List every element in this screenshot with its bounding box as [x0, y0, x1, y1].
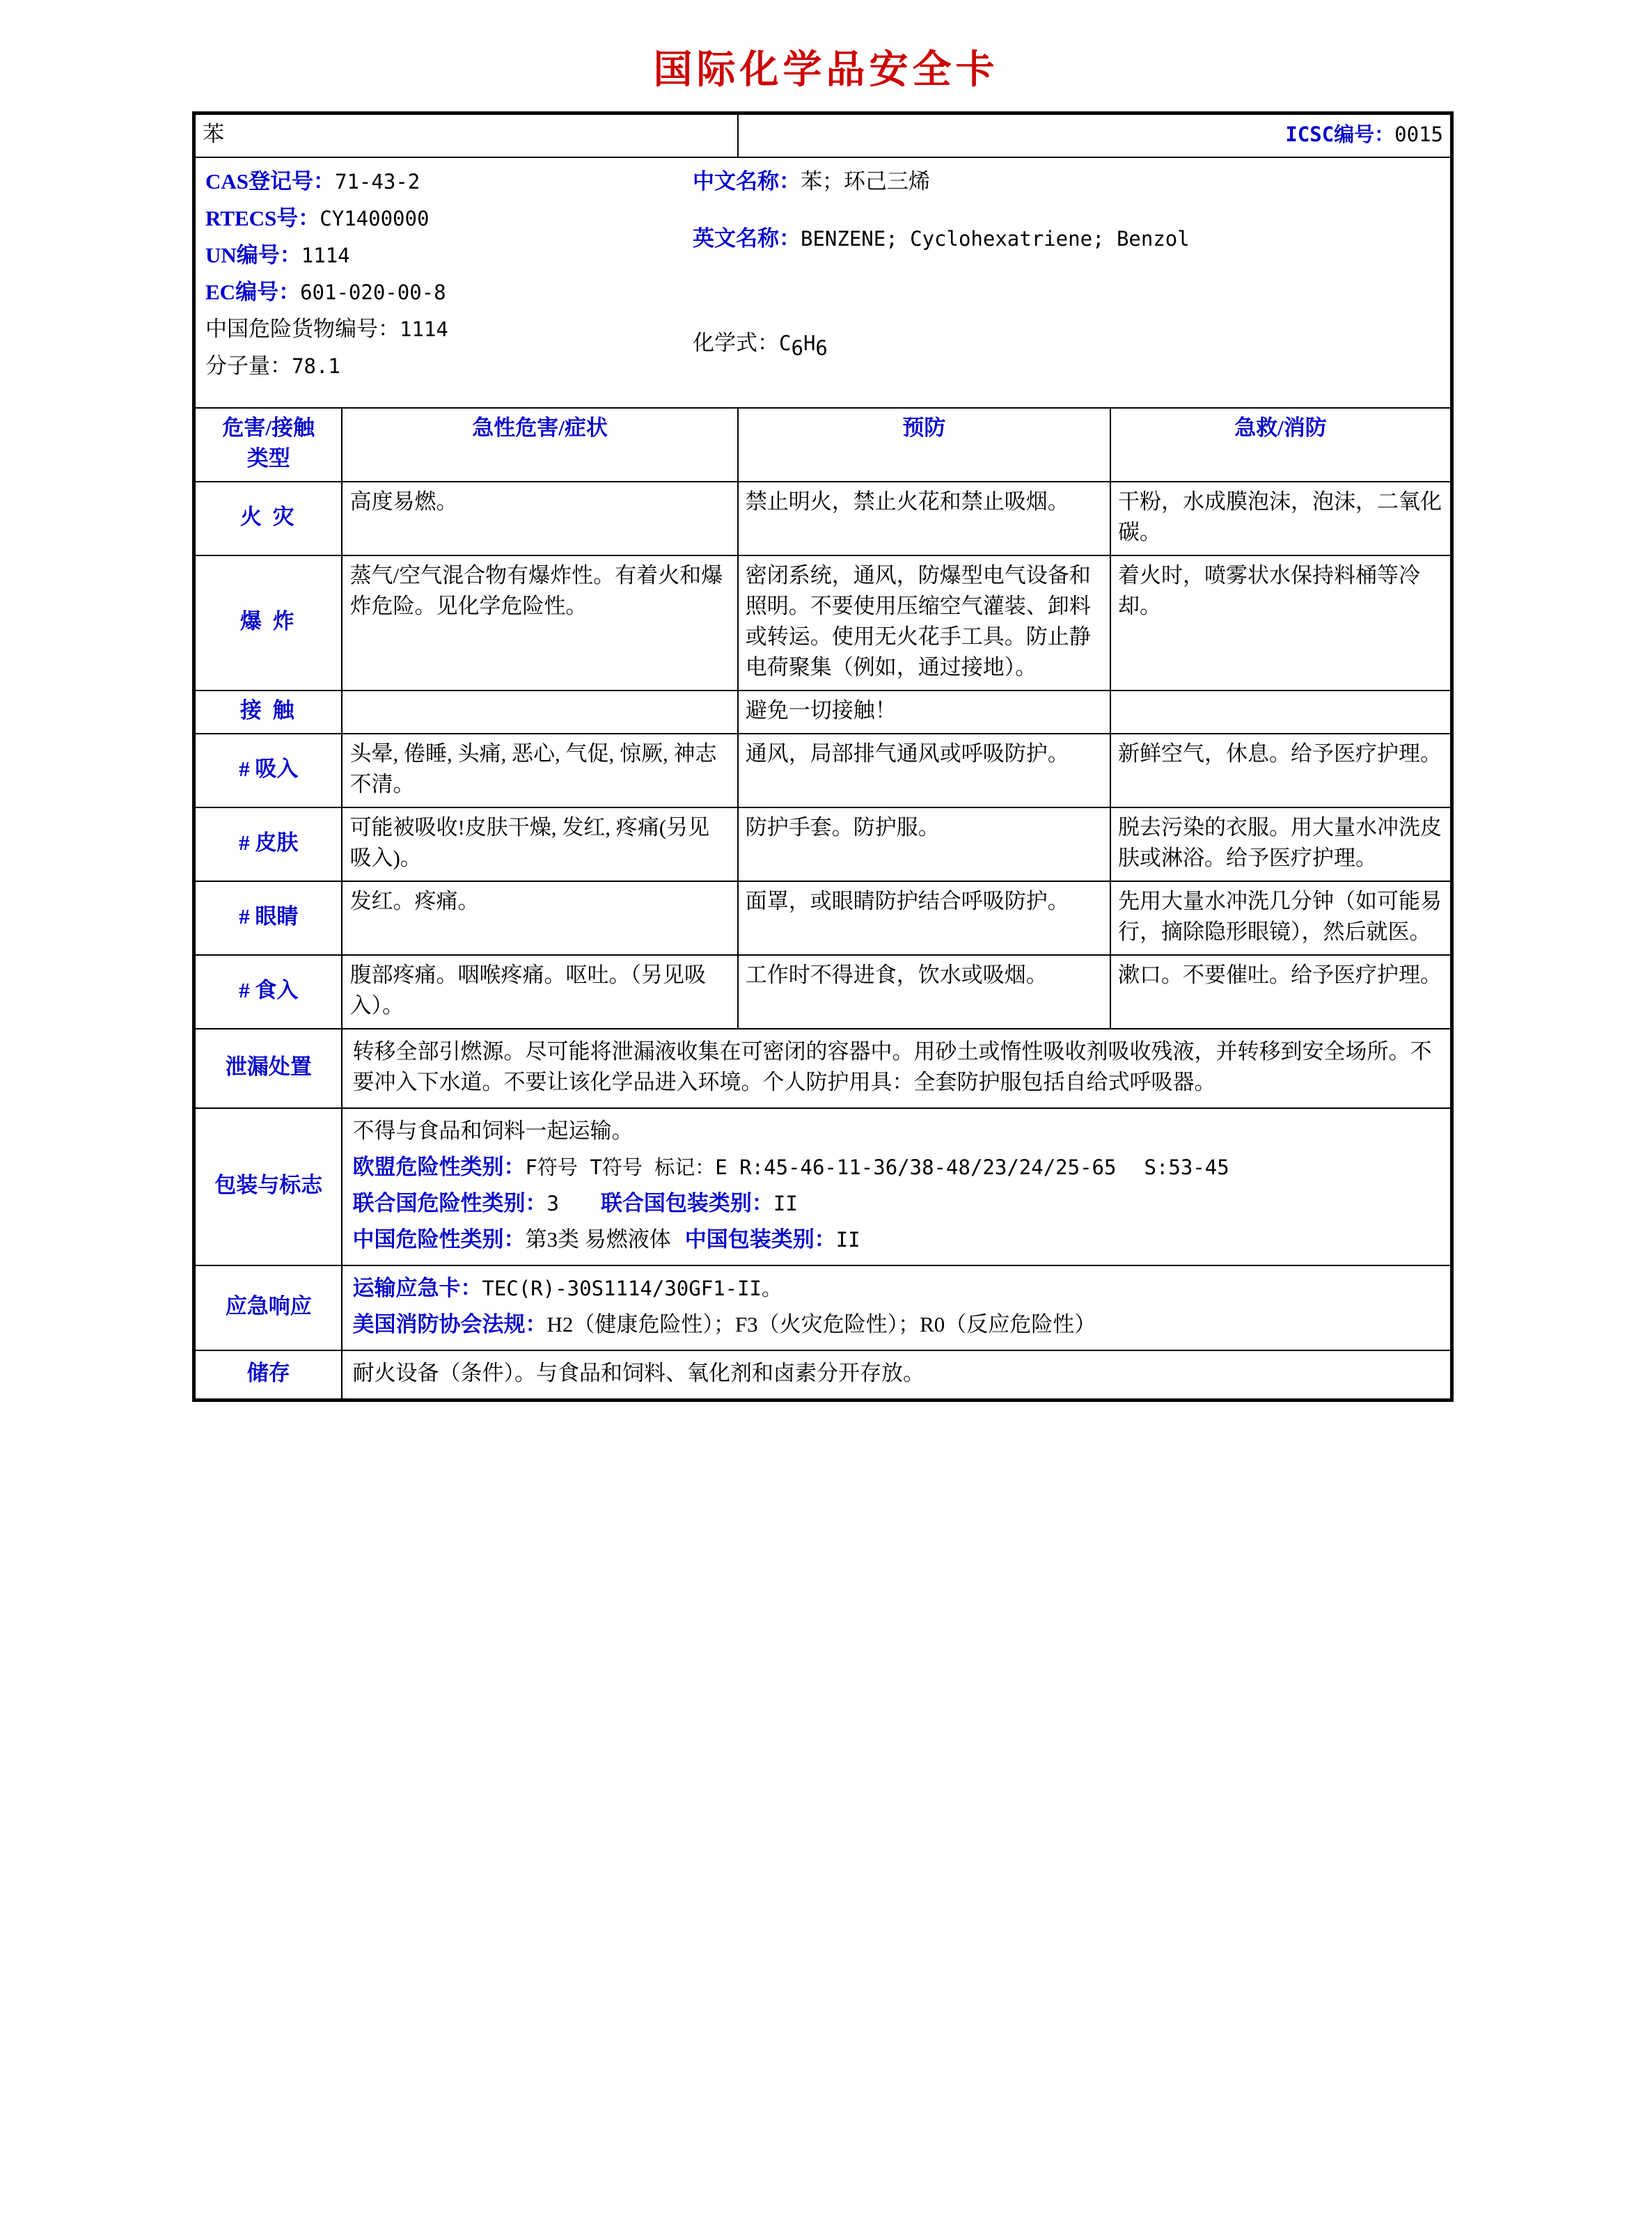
eu-class-label: 欧盟危险性类别：	[352, 1155, 526, 1180]
eu-class-value: F符号 T符号 标记：E R:45-46-11-36/38-48/23/24/25-65	[525, 1155, 1117, 1180]
china-dangerous-goods-number	[205, 314, 686, 345]
formula-h: H	[803, 331, 816, 356]
un-value: 1114	[301, 244, 350, 268]
packaging-line-eu	[352, 1152, 1440, 1183]
rtecs-label: RTECS号：	[205, 206, 320, 231]
table-row-storage	[195, 1350, 1451, 1399]
row-label-skin: # 皮肤	[195, 807, 342, 881]
rtecs-value: CY1400000	[320, 207, 430, 231]
explosion-hazard: 蒸气/空气混合物有爆炸性。有着火和爆炸危险。见化学危险性。	[342, 555, 737, 691]
fire-prevention: 禁止明火，禁止火花和禁止吸烟。	[738, 482, 1110, 555]
identification-row	[195, 157, 1451, 408]
substance-name: 苯	[195, 114, 738, 157]
inhalation-firstaid: 新鲜空气，休息。给予医疗护理。	[1110, 734, 1451, 807]
column-header-row	[195, 408, 1451, 482]
table-row-fire	[195, 482, 1451, 555]
packaging-content	[342, 1108, 1451, 1265]
row-label-spillage: 泄漏处置	[195, 1029, 342, 1108]
table-row-ingestion	[195, 955, 1451, 1029]
china-goods-label: 中国危险货物编号：	[205, 317, 400, 342]
un-pack-label: 联合国包装类别：	[600, 1191, 773, 1216]
nfpa-value: H2（健康危险性）；F3（火灾危险性）；R0（反应危险性）	[546, 1312, 1096, 1337]
fire-firstaid: 干粉，水成膜泡沫，泡沫，二氧化碳。	[1110, 482, 1451, 555]
chinese-name	[693, 166, 1424, 197]
formula-c-count: 6	[791, 336, 803, 361]
chinese-name-value: 苯；环己三烯	[801, 169, 930, 194]
table-row-explosion	[195, 555, 1451, 691]
row-label-storage: 储存	[195, 1350, 342, 1399]
un-number	[205, 240, 686, 271]
row-label-packaging: 包装与标志	[195, 1108, 342, 1265]
packaging-line-un	[352, 1188, 1440, 1219]
eyes-prevention: 面罩，或眼睛防护结合呼吸防护。	[738, 881, 1110, 955]
col-header-hazard-type-line1: 危害/接触	[222, 416, 315, 441]
ingestion-firstaid: 漱口。不要催吐。给予医疗护理。	[1110, 955, 1451, 1029]
eu-class-value-2: S:53-45	[1144, 1155, 1229, 1180]
page-title: 国际化学品安全卡	[653, 47, 999, 93]
transport-card-label: 运输应急卡：	[352, 1276, 482, 1301]
cn-class-label: 中国危险性类别：	[352, 1227, 526, 1252]
inhalation-prevention: 通风，局部排气通风或呼吸防护。	[738, 734, 1110, 807]
icsc-number-cell	[738, 114, 1451, 157]
emergency-nfpa-line	[352, 1309, 1440, 1340]
ingestion-hazard: 腹部疼痛。咽喉疼痛。呕吐。（另见吸入）。	[342, 955, 737, 1029]
table-row-inhalation	[195, 734, 1451, 807]
skin-hazard: 可能被吸收!皮肤干燥, 发红, 疼痛(另见吸入)。	[342, 807, 737, 881]
formula-c: C	[779, 331, 792, 356]
explosion-firstaid: 着火时，喷雾状水保持料桶等冷却。	[1110, 555, 1451, 691]
cas-number	[205, 166, 686, 197]
english-name	[693, 223, 1424, 254]
chemical-formula	[693, 328, 1424, 363]
china-goods-value: 1114	[400, 317, 448, 342]
formula-label: 化学式：	[693, 331, 779, 356]
ec-label: EC编号：	[205, 280, 301, 305]
un-class-value: 3	[546, 1192, 559, 1216]
molecular-weight-value: 78.1	[292, 354, 340, 379]
identifier-list	[205, 166, 686, 381]
safety-card	[192, 111, 1454, 1402]
storage-text: 耐火设备（条件）。与食品和饲料、氧化剂和卤素分开存放。	[342, 1350, 1451, 1399]
icsc-label: ICSC编号：	[1285, 123, 1395, 146]
chinese-name-label: 中文名称：	[693, 169, 801, 194]
table-row-packaging	[195, 1108, 1451, 1265]
skin-firstaid: 脱去污染的衣服。用大量水冲洗皮肤或淋浴。给予医疗护理。	[1110, 807, 1451, 881]
inhalation-hazard: 头晕, 倦睡, 头痛, 恶心, 气促, 惊厥, 神志不清。	[342, 734, 737, 807]
exposure-hazard	[342, 691, 737, 734]
col-header-first-aid: 急救/消防	[1110, 408, 1451, 482]
row-label-emergency: 应急响应	[195, 1265, 342, 1350]
card-header-row	[195, 114, 1451, 157]
cas-value: 71-43-2	[335, 170, 420, 194]
un-class-label: 联合国危险性类别：	[352, 1191, 547, 1216]
row-label-fire: 火 灾	[195, 482, 342, 555]
cn-class-value: 第3类 易燃液体	[525, 1227, 671, 1252]
row-label-eyes: # 眼睛	[195, 881, 342, 955]
identification-cell	[195, 157, 1451, 408]
col-header-hazard-type	[195, 408, 342, 482]
rtecs-number	[205, 203, 686, 234]
table-row-skin	[195, 807, 1451, 881]
row-label-explosion: 爆 炸	[195, 555, 342, 691]
cn-pack-value: II	[835, 1228, 860, 1252]
cn-pack-label: 中国包装类别：	[684, 1227, 836, 1252]
cas-label: CAS登记号：	[205, 169, 336, 194]
nfpa-label: 美国消防协会法规：	[352, 1312, 547, 1337]
molecular-weight-label: 分子量：	[205, 354, 292, 379]
safety-card-table	[194, 113, 1452, 1400]
emergency-content	[342, 1265, 1451, 1350]
emergency-transport-line	[352, 1273, 1440, 1304]
english-name-label: 英文名称：	[693, 226, 801, 251]
names-block	[693, 166, 1424, 363]
explosion-prevention: 密闭系统，通风，防爆型电气设备和照明。不要使用压缩空气灌装、卸料或转运。使用无火花手工具。防止静电荷聚集（例如，通过接地）。	[738, 555, 1110, 691]
english-name-value: BENZENE; Cyclohexatriene; Benzol	[801, 227, 1190, 251]
row-label-exposure: 接 触	[195, 691, 342, 734]
exposure-prevention: 避免一切接触！	[738, 691, 1110, 734]
table-row-eyes	[195, 881, 1451, 955]
table-row-spillage	[195, 1029, 1451, 1108]
packaging-line-transport: 不得与食品和饲料一起运输。	[352, 1119, 634, 1144]
icsc-value: 0015	[1394, 123, 1443, 146]
ingestion-prevention: 工作时不得进食，饮水或吸烟。	[738, 955, 1110, 1029]
skin-prevention: 防护手套。防护服。	[738, 807, 1110, 881]
exposure-firstaid	[1110, 691, 1451, 734]
spillage-text: 转移全部引燃源。尽可能将泄漏液收集在可密闭的容器中。用砂土或惰性吸收剂吸收残液，并转移到安全场所。不要冲入下水道。不要让该化学品进入环境。个人防护用具：全套防护服包括自给式呼吸器。	[342, 1029, 1451, 1108]
col-header-prevention: 预防	[738, 408, 1110, 482]
row-label-ingestion: # 食入	[195, 955, 342, 1029]
ec-value: 601-020-00-8	[300, 281, 446, 305]
un-label: UN编号：	[205, 243, 301, 268]
formula-h-count: 6	[815, 336, 828, 361]
table-row-emergency	[195, 1265, 1451, 1350]
transport-card-value: TEC(R)-30S1114/30GF1-II。	[482, 1277, 782, 1301]
un-pack-value: II	[773, 1192, 798, 1216]
molecular-weight	[205, 351, 686, 381]
col-header-hazard-type-line2: 类型	[246, 446, 290, 471]
table-row-exposure	[195, 691, 1451, 734]
ec-number	[205, 277, 686, 308]
col-header-acute-hazards: 急性危害/症状	[342, 408, 737, 482]
eyes-hazard: 发红。疼痛。	[342, 881, 737, 955]
packaging-line-cn	[352, 1224, 1440, 1255]
eyes-firstaid: 先用大量水冲洗几分钟（如可能易行，摘除隐形眼镜），然后就医。	[1110, 881, 1451, 955]
fire-hazard: 高度易燃。	[342, 482, 737, 555]
row-label-inhalation: # 吸入	[195, 734, 342, 807]
